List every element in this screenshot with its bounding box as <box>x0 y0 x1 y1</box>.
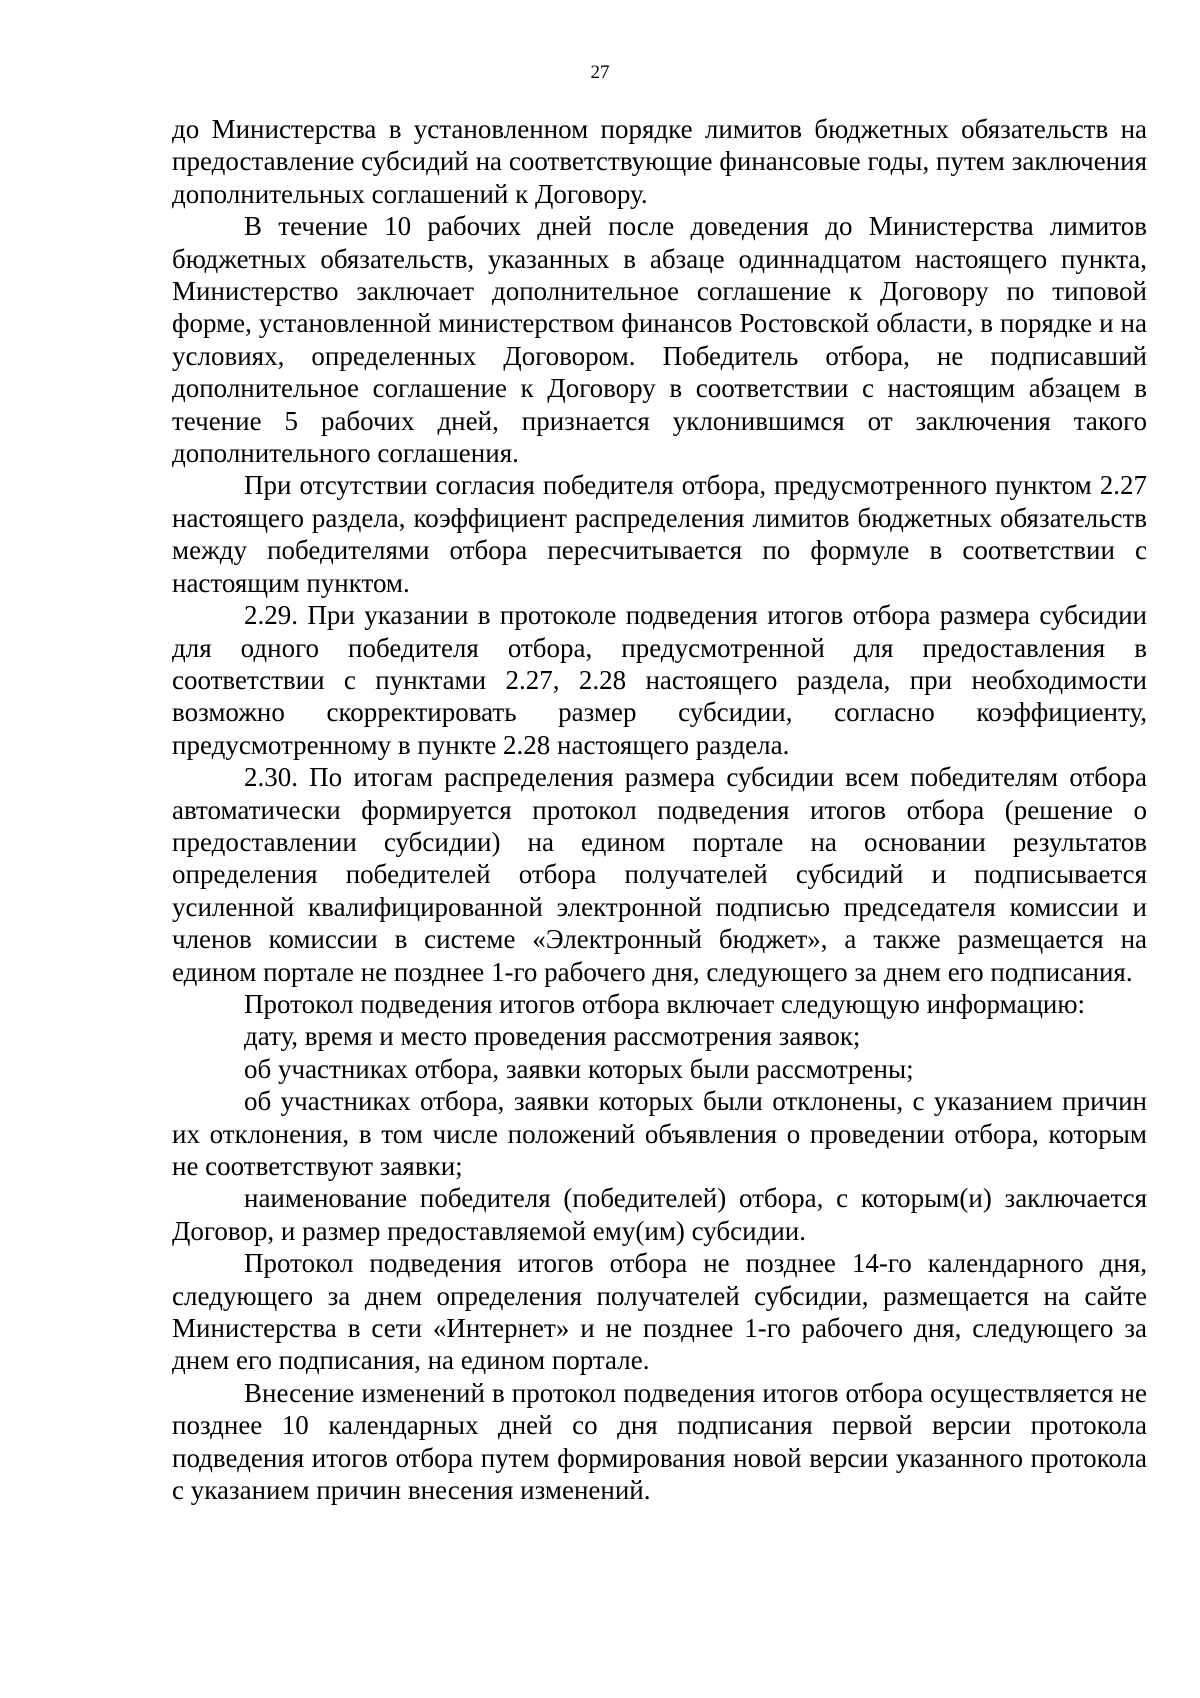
paragraph: Внесение изменений в протокол подведения итогов отбора осуществляется не позднее 10 календарных дней со дня подписания первой версии протокола подведения итогов отбора путем формирования новой версии указанного протокола с указанием причин внесения изменений. <box>172 1377 1147 1506</box>
paragraph: до Министерства в установленном порядке лимитов бюджетных обязательств на предоставление субсидий на соответствующие финансовые годы, путем заключения дополнительных соглашений к Договору. <box>172 114 1147 209</box>
paragraph: Протокол подведения итогов отбора не позднее 14-го календарного дня, следующего за днем определения получателей субсидии, размещается на сайте Министерства в сети «Интернет» и не позднее 1-го рабочего дня, следующего за днем его подписания, на едином портале. <box>172 1248 1147 1376</box>
paragraph: Протокол подведения итогов отбора включает следующую информацию: <box>244 988 1086 1019</box>
list-item: об участниках отбора, заявки которых были отклонены, с указанием причин их отклонения, в том числе положений объявления о проведении отбора, которым не соответствуют заявки; <box>172 1086 1147 1181</box>
list-item: об участниках отбора, заявки которых были рассмотрены; <box>244 1053 914 1084</box>
list-item: наименование победителя (победителей) отбора, с которым(и) заключается Договор, и размер предоставляемой ему(им) субсидии. <box>172 1183 1147 1246</box>
document-body <box>172 113 1147 1506</box>
page-number: 27 <box>590 62 610 83</box>
paragraph: При отсутствии согласия победителя отбора, предусмотренного пунктом 2.27 настоящего раздела, коэффициент распределения лимитов бюджетных обязательств между победителями отбора пересчитывается по формуле в соответствии с настоящим пунктом. <box>172 470 1147 598</box>
paragraph-clause-2-29: 2.29. При указании в протоколе подведения итогов отбора размера субсидии для одного победителя отбора, предусмотренной для предоставления в соответствии с пунктами 2.27, 2.28 настоящего раздела, при необходимости возможно скорректировать размер субсидии, согласно коэффициенту, предусмотренному в пункте 2.28 настоящего раздела. <box>172 600 1147 760</box>
paragraph-clause-2-30: 2.30. По итогам распределения размера субсидии всем победителям отбора автоматически формируется протокол подведения итогов отбора (решение о предоставлении субсидии) на едином портале на основании результатов определения победителей отбора получателей субсидий и подписывается усиленной квалифицированной электронной подписью председателя комиссии и членов комиссии в системе «Электронный бюджет», а также размещается на едином портале не позднее 1-го рабочего дня, следующего за днем его подписания. <box>172 762 1147 987</box>
list-item: дату, время и место проведения рассмотрения заявок; <box>244 1021 861 1052</box>
paragraph: В течение 10 рабочих дней после доведения до Министерства лимитов бюджетных обязательств, указанных в абзаце одиннадцатом настоящего пункта, Министерство заключает дополнительное соглашение к Договору по типовой форме, установленной министерством финансов Ростовской области, в порядке и на условиях, определенных Договором. Победитель отбора, не подписавший дополнительное соглашение к Договору в соответствии с настоящим абзацем в течение 5 рабочих дней, признается уклонившимся от заключения такого дополнительного соглашения. <box>172 211 1147 469</box>
